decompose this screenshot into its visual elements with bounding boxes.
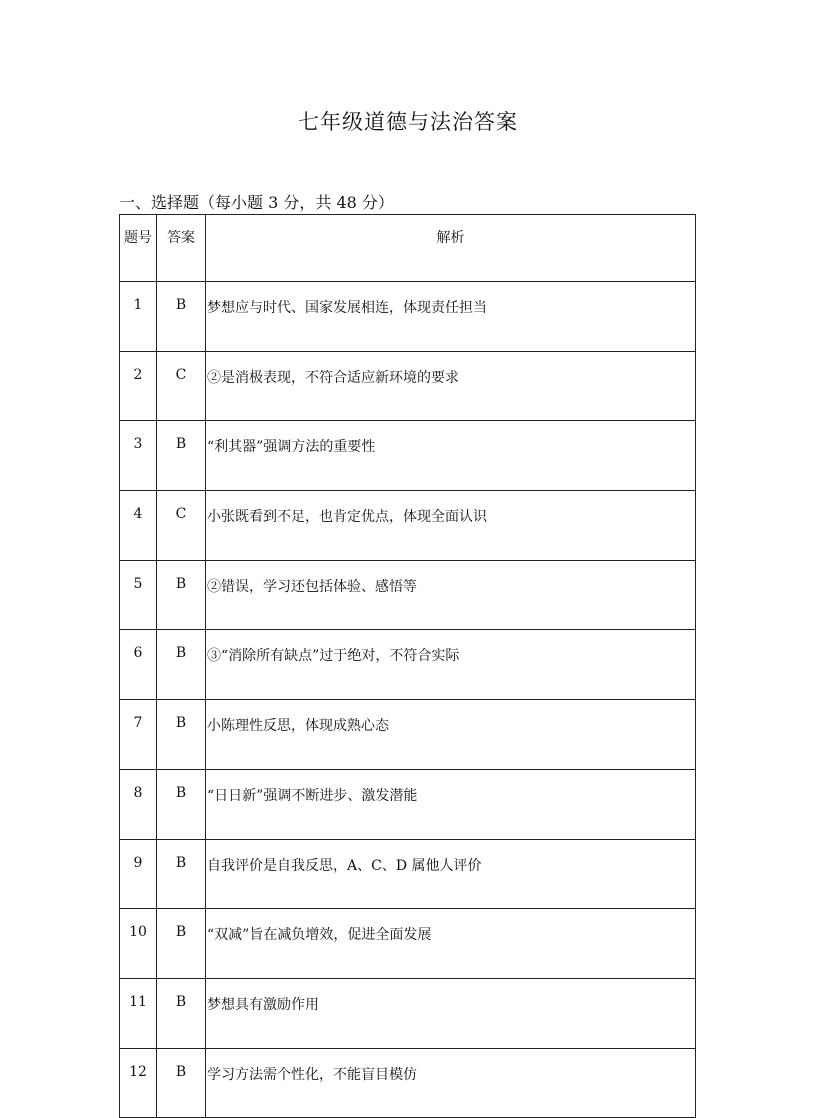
table-header-row <box>120 215 696 282</box>
explanation-cell: “双减”旨在减负增效，促进全面发展 <box>206 909 696 979</box>
explanation-cell: ②是消极表现，不符合适应新环境的要求 <box>206 351 696 421</box>
question-number-cell: 2 <box>120 351 157 421</box>
question-number-cell: 5 <box>120 560 157 630</box>
answer-cell: C <box>157 351 206 421</box>
answer-cell: B <box>157 769 206 839</box>
question-number-cell: 1 <box>120 282 157 352</box>
section-heading: 一、选择题（每小题 3 分，共 48 分） <box>119 193 394 212</box>
question-number-cell: 12 <box>120 1048 157 1118</box>
answer-table <box>119 214 696 1118</box>
answer-cell: B <box>157 630 206 700</box>
explanation-cell: 小陈理性反思，体现成熟心态 <box>206 700 696 770</box>
answer-cell: B <box>157 909 206 979</box>
table-row <box>120 909 696 979</box>
answer-cell: C <box>157 491 206 561</box>
explanation-cell: ③“消除所有缺点”过于绝对，不符合实际 <box>206 630 696 700</box>
question-number-cell: 9 <box>120 839 157 909</box>
answer-cell: B <box>157 700 206 770</box>
answer-cell: B <box>157 839 206 909</box>
question-number-cell: 4 <box>120 491 157 561</box>
table-row <box>120 630 696 700</box>
answer-cell: B <box>157 978 206 1048</box>
question-number-cell: 7 <box>120 700 157 770</box>
question-number-cell: 11 <box>120 978 157 1048</box>
page-title: 七年级道德与法治答案 <box>298 110 518 134</box>
table-row <box>120 421 696 491</box>
table-row <box>120 769 696 839</box>
explanation-cell: 小张既看到不足，也肯定优点，体现全面认识 <box>206 491 696 561</box>
answer-cell: B <box>157 282 206 352</box>
table-row <box>120 839 696 909</box>
header-explanation: 解析 <box>206 215 696 282</box>
table-row <box>120 560 696 630</box>
question-number-cell: 6 <box>120 630 157 700</box>
explanation-cell: 学习方法需个性化，不能盲目模仿 <box>206 1048 696 1118</box>
table-row <box>120 978 696 1048</box>
answer-cell: B <box>157 1048 206 1118</box>
table-row <box>120 351 696 421</box>
explanation-cell: ②错误，学习还包括体验、感悟等 <box>206 560 696 630</box>
explanation-cell: “利其器”强调方法的重要性 <box>206 421 696 491</box>
header-answer: 答案 <box>157 215 206 282</box>
table-row <box>120 282 696 352</box>
table-row <box>120 1048 696 1118</box>
explanation-cell: “日日新”强调不断进步、激发潜能 <box>206 769 696 839</box>
explanation-cell: 梦想具有激励作用 <box>206 978 696 1048</box>
header-number: 题号 <box>120 215 157 282</box>
answer-cell: B <box>157 421 206 491</box>
question-number-cell: 10 <box>120 909 157 979</box>
table-row <box>120 700 696 770</box>
question-number-cell: 8 <box>120 769 157 839</box>
answer-cell: B <box>157 560 206 630</box>
explanation-cell: 自我评价是自我反思，A、C、D 属他人评价 <box>206 839 696 909</box>
question-number-cell: 3 <box>120 421 157 491</box>
explanation-cell: 梦想应与时代、国家发展相连，体现责任担当 <box>206 282 696 352</box>
table-row <box>120 491 696 561</box>
